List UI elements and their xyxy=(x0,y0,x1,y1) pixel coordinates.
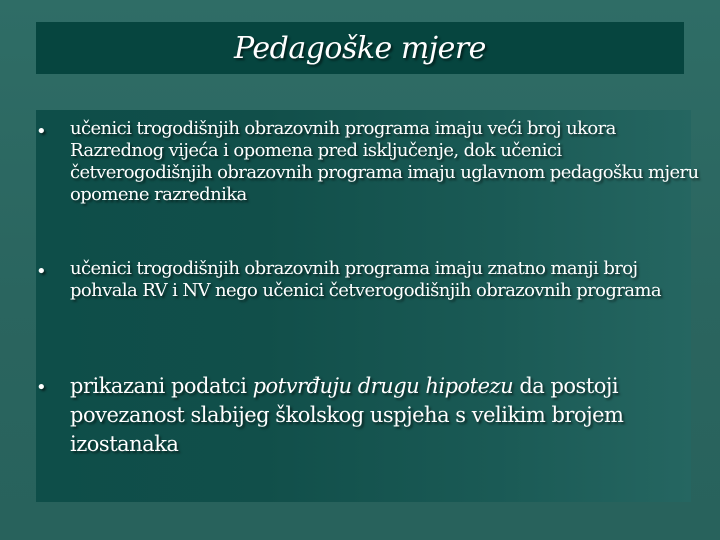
title-bar xyxy=(36,22,684,74)
bullet-text xyxy=(70,372,708,459)
bullet-marker: • xyxy=(36,261,47,282)
bullet-marker: • xyxy=(36,377,47,398)
bullet-text-end: da postoji povezanost slabijeg školskog uspjeha s velikim brojem izostanaka xyxy=(70,374,624,456)
slide-title: Pedagoške mjere xyxy=(234,30,486,66)
bullet-text: učenici trogodišnjih obrazovnih programa imaju veći broj ukora Razrednog vijeća i opomena pred isključenje, dok učenici četverogodišnjih obrazovnih programa imaju uglavnom pedagošku mjeru opomene razrednika xyxy=(70,118,699,205)
bullet-text-emphasis: potvrđuju drugu hipotezu xyxy=(252,374,514,398)
bullet-text-start: prikazani podatci xyxy=(70,374,253,398)
bullet-text: učenici trogodišnjih obrazovnih programa imaju znatno manji broj pohvala RV i NV nego učenici četverogodišnjih obrazovnih programa xyxy=(70,258,662,301)
bullet-marker: • xyxy=(36,121,47,142)
